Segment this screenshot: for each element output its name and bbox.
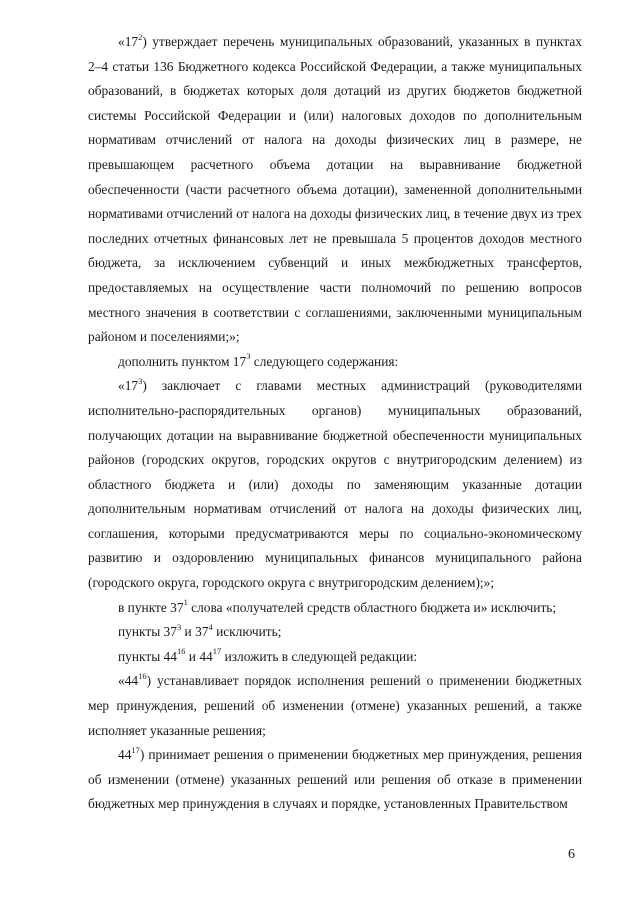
paragraph-text: «44 — [118, 673, 139, 689]
paragraph-text: в пункте 37 — [118, 599, 184, 615]
paragraph-text: пункты 44 — [118, 648, 177, 664]
paragraph-text: слова «получателей средств областного бюджета и» исключить; — [187, 599, 557, 615]
paragraph-item-37-1 — [88, 596, 582, 621]
paragraph-item-44-17 — [88, 743, 582, 817]
superscript-index: 2 — [138, 31, 143, 42]
paragraph-items-44-edit — [88, 645, 582, 670]
superscript-index: 3 — [138, 375, 143, 386]
paragraph-text: пункты 37 — [118, 624, 177, 640]
paragraph-add-item-17-3 — [88, 350, 582, 375]
paragraph-item-17-3 — [88, 374, 582, 595]
superscript-index: 16 — [138, 670, 147, 681]
superscript-index: 3 — [176, 621, 182, 632]
paragraph-item-17-2 — [88, 30, 582, 350]
paragraph-items-37-exclude — [88, 620, 582, 645]
superscript-index: 1 — [183, 597, 188, 608]
superscript-index: 17 — [131, 744, 140, 755]
paragraph-item-44-16 — [88, 669, 582, 743]
superscript-index: 3 — [246, 351, 251, 362]
paragraph-text: «17 — [118, 378, 139, 394]
paragraph-text: ) устанавливает порядок исполнения решений о применении бюджетных мер принуждения, решений об изменении (отмене) указанных решений, а также исполняет указанные решения; — [88, 673, 582, 738]
superscript-index: 4 — [208, 621, 213, 632]
paragraph-text: исключить; — [212, 624, 282, 640]
paragraph-text: и 44 — [185, 648, 213, 664]
paragraph-text: и 37 — [181, 624, 209, 640]
paragraph-text: 44 — [118, 747, 132, 763]
document-page-body — [88, 30, 582, 817]
paragraph-text: ) заключает с главами местных администраций (руководителями исполнительно-распорядительных органов) муниципальных образований, получающих дотации на выравнивание бюджетной обеспеченности муниципальных районов (городских округов, городских округов с внутригородским делением) из областного бюджета и (или) доходы по заменяющим указанные дотации дополнительным нормативам отчислений от налога на доходы физических лиц, соглашения, которыми предусматриваются меры по социально-экономическому развитию и оздоровлению муниципальных финансов муниципального района (городского округа, городского округа с внутригородским делением);»; — [88, 378, 582, 591]
superscript-index: 17 — [212, 646, 222, 657]
paragraph-text: ) принимает решения о применении бюджетных мер принуждения, решения об изменении (отмене) указанных решений или решения об отказе в применении бюджетных мер принуждения в случаях и порядке, установленных Правительством — [88, 747, 582, 812]
paragraph-text: «17 — [118, 34, 139, 49]
page-number: 6 — [568, 847, 575, 862]
paragraph-text: ) утверждает перечень муниципальных образований, указанных в пунктах 2–4 статьи 136 Бюджетного кодекса Российской Федерации, а также муниципальных образований, в бюджетах которых доля дотаций из других бюджетов бюджетной системы Российской Федерации и (или) налоговых доходов по дополнительным нормативам отчислений от налога на доходы физических лиц в размере, не превышающем расчетного объема дотации на выравнивание бюджетной обеспеченности (части расчетного объема дотации), замененной дополнительными нормативами отчислений от налога на доходы физических лиц, в течение двух из трех последних отчетных финансовых лет не превышала 5 процентов доходов местного бюджета, за исключением субвенций и иных межбюджетных трансфертов, предоставляемых на осуществление части полномочий по решению вопросов местного значения в соответствии с соглашениями, заключенными муниципальным районом и поселениями;»; — [88, 34, 582, 345]
paragraph-text: изложить в следующей редакции: — [221, 648, 418, 664]
superscript-index: 16 — [176, 646, 186, 657]
paragraph-text: дополнить пунктом 17 — [118, 353, 247, 369]
paragraph-text: следующего содержания: — [250, 353, 399, 369]
